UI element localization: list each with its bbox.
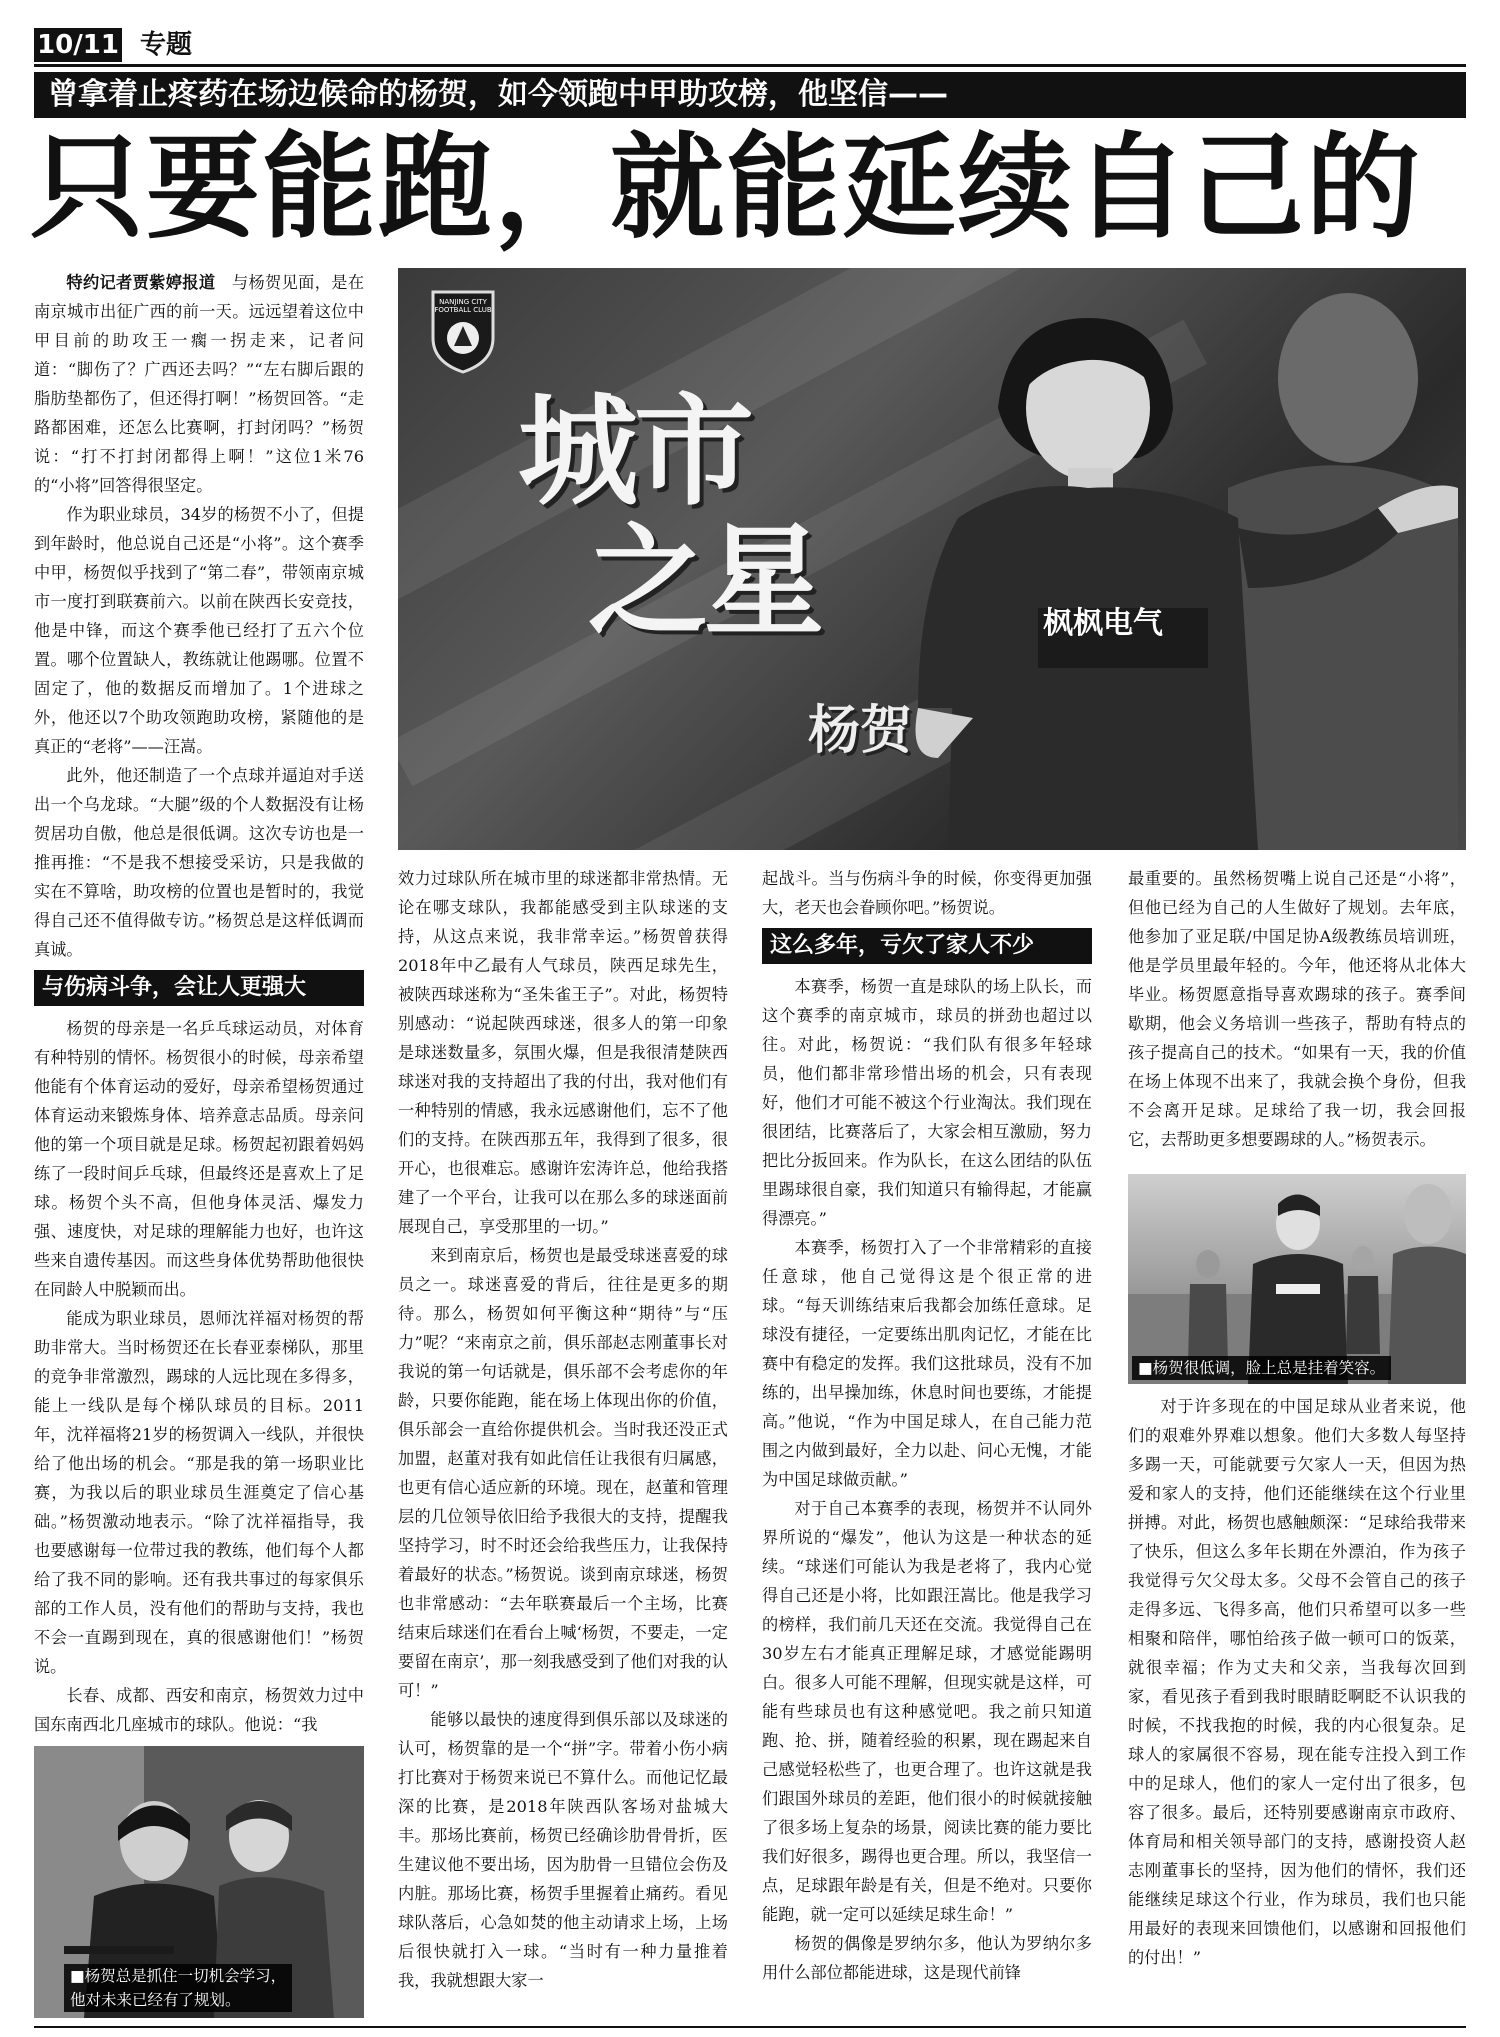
article-paragraph: 最重要的。虽然杨贺嘴上说自己还是“小将”，但他已经为自己的人生做好了规划。去年底，他参加了亚足联/中国足协A级教练员培训班，他是学员里最年轻的。今年，他还将从北体大毕业。杨贺愿意指导喜欢踢球的孩子。赛季间歇期，他会义务培训一些孩子，帮助有特点的孩子提高自己的技术。“如果有一天，我的价值在场上体现不出来了，我就会换个身份，但我不会离开足球。足球给了我一切，我会回报它，去帮助更多想要踢球的人。”杨贺表示。 [1128, 869, 1466, 1149]
main-photo [398, 268, 1466, 850]
article-paragraph: 本赛季，杨贺打入了一个非常精彩的直接任意球，他自己觉得这是个很正常的进球。“每天训练结束后我都会加练任意球。足球没有捷径，一定要练出肌肉记忆，才能在比赛中有稳定的发挥。我们这批球员，没有不加练的，出早操加练，休息时间也要练，才能提高。”他说，“作为中国足球人，在自己能力范围之内做到最好，全力以赴、问心无愧，才能为中国足球做贡献。” [762, 1238, 1092, 1489]
article-paragraph: 特约记者贾紫婷报道 与杨贺见面，是在南京城市出征广西的前一天。远远望着这位中甲目前的助攻王一瘸一拐走来，记者问道：“脚伤了？广西还去吗？”“左右脚后跟的脂肪垫都伤了，但还得打啊！”杨贺回答。“走路都困难，还怎么比赛啊，打封闭吗？”杨贺说：“打不打封闭都得上啊！”这位1米76的“小将”回答得很坚定。 [34, 273, 364, 495]
article-paragraph: 对于许多现在的中国足球从业者来说，他们的艰难外界难以想象。他们大多数人每坚持多踢一天，可能就要亏欠家人一天，但因为热爱和家人的支持，他们还能继续在这个行业里拼搏。对此，杨贺也感触颇深：“足球给我带来了快乐，但这么多年长期在外漂泊，作为孩子我觉得亏欠父母太多。父母不会管自己的孩子走得多远、飞得多高，他们只希望可以多一些相聚和陪伴，哪怕给孩子做一顿可口的饭菜，就很幸福；作为丈夫和父亲，当我每次回到家，看见孩子看到我时眼睛眨啊眨不认识我的时候，不找我抱的时候，我的内心很复杂。足球人的家属很不容易，现在能专注投入到工作中的足球人，他们的家人一定付出了很多，包容了很多。最后，还特别要感谢南京市政府、体育局和相关领导部门的支持，感谢投资人赵志刚董事长的坚持，因为他们的情怀，我们还能继续足球这个行业，作为球员，我们也只能用最好的表现来回馈他们，以感谢和回报他们的付出！” [1128, 1397, 1466, 1967]
player-figure [898, 288, 1458, 850]
poster-title: 城市 之星 [518, 383, 820, 652]
section-label: 专题 [140, 30, 193, 60]
article-paragraph: 来到南京后，杨贺也是最受球迷喜爱的球员之一。球迷喜爱的背后，往往是更多的期待。那么，杨贺如何平衡这种“期待”与“压力”呢？“来南京之前，俱乐部赵志刚董事长对我说的第一句话就是，俱乐部不会考虑你的年龄，只要你能跑，能在场上体现出你的价值，俱乐部会一直给你提供机会。当时我还没正式加盟，赵董对我有如此信任让我很有归属感，也更有信心适应新的环境。现在，赵董和管理层的几位领导依旧给予我很大的支持，提醒我坚持学习，时不时还会给我些压力，让我保持着最好的状态。”杨贺说。谈到南京球迷，杨贺也非常感动：“去年联赛最后一个主场，比赛结束后球迷们在看台上喊‘杨贺，不要走，一定要留在南京’，那一刻我感受到了他们对我的认可！” [398, 1246, 728, 1700]
article-paragraph: 对于自己本赛季的表现，杨贺并不认同外界所说的“爆发”，他认为这是一种状态的延续。“球迷们可能认为我是老将了，我内心觉得自己还是小将，比如跟汪嵩比。他是我学习的榜样，我们前几天还在交流。我觉得自己在30岁左右才能真正理解足球，才感觉能踢明白。很多人可能不理解，但现实就是这样，可能有些球员也有这种感觉吧。我之前只知道跑、抢、拼，随着经验的积累，现在踢起来自己感觉轻松些了，也更合理了。也许这就是我们跟国外球员的差距，他们很小的时候就接触了很多场上复杂的场景，阅读比赛的能力要比我们好很多，踢得也更合理。所以，我坚信一点，足球跟年龄是有关，但是不绝对。只要你能跑，就一定可以延续足球生命！” [762, 1499, 1092, 1924]
article-column-4-top [1128, 864, 1466, 1174]
study-photo [34, 1746, 364, 2018]
poster-player-name: 杨贺 [808, 701, 913, 761]
article-paragraph: 能够以最快的速度得到俱乐部以及球迷的认可，杨贺靠的是一个“拼”字。带着小伤小病打比赛对于杨贺来说已不算什么。而他记忆最深的比赛，是2018年陕西队客场对盐城大丰。那场比赛前，杨贺已经确诊肋骨骨折，医生建议他不要出场，因为肋骨一旦错位会伤及内脏。那场比赛，杨贺手里握着止痛药。看见球队落后，心急如焚的他主动请求上场，上场后很快就打入一球。“当时有一种力量推着我，我就想跟大家一 [398, 1710, 728, 1990]
top-rule [34, 64, 1466, 67]
article-column-1 [34, 268, 364, 1738]
bottom-rule [34, 2026, 1466, 2028]
badge-text: NANJING CITY FOOTBALL CLUB [434, 298, 492, 314]
subhead-family: 这么多年，亏欠了家人不少 [762, 928, 1092, 964]
article-paragraph: 作为职业球员，34岁的杨贺不小了，但提到年龄时，他总说自己还是“小将”。这个赛季中甲，杨贺似乎找到了“第二春”，带领南京城市一度打到联赛前六。以前在陕西长安竞技，他是中锋，而这个赛季他已经打了五六个位置。哪个位置缺人，教练就让他踢哪。位置不固定了，他的数据反而增加了。1个进球之外，他还以7个助攻领跑助攻榜，紧随他的是真正的“老将”——汪嵩。 [34, 505, 364, 756]
article-paragraph: 本赛季，杨贺一直是球队的场上队长，而这个赛季的南京城市，球员的拼劲也超过以往。对此，杨贺说：“我们队有很多年轻球员，他们都非常珍惜出场的机会，只有表现好，他们才可能不被这个行业淘汰。我们现在很团结，比赛落后了，大家会相互激励，努力把比分扳回来。作为队长，在这么团结的队伍里踢球很自豪，我们知道只有输得起，才能赢得漂亮。” [762, 977, 1092, 1228]
article-column-3 [762, 864, 1092, 2014]
article-paragraph: 杨贺的偶像是罗纳尔多，他认为罗纳尔多用什么部位都能进球，这是现代前锋 [762, 1934, 1092, 1982]
sponsor-text: 枫枫电气 [1043, 606, 1163, 641]
kicker-line: 曾拿着止疼药在场边候命的杨贺，如今领跑中甲助攻榜，他坚信—— [34, 72, 1466, 118]
article-paragraph: 长春、成都、西安和南京，杨贺效力过中国东南西北几座城市的球队。他说：“我 [34, 1686, 364, 1734]
subhead-injury: 与伤病斗争，会让人更强大 [34, 970, 364, 1006]
page-number: 10/11 [34, 28, 122, 62]
training-figures [1128, 1174, 1466, 1384]
article-paragraph: 起战斗。当与伤病斗争的时候，你变得更加强大，老天也会眷顾你吧。”杨贺说。 [762, 869, 1092, 917]
byline: 特约记者贾紫婷报道 [66, 273, 216, 292]
photo-caption: ■杨贺很低调，脸上总是挂着笑容。 [1132, 1356, 1391, 1380]
article-paragraph: 效力过球队所在城市里的球迷都非常热情。无论在哪支球队，我都能感受到主队球迷的支持，从这点来说，我非常幸运。”杨贺曾获得2018年中乙最有人气球员，陕西足球先生，被陕西球迷称为“圣朱雀王子”。对此，杨贺特别感动：“说起陕西球迷，很多人的第一印象是球迷数量多，氛围火爆，但是我很清楚陕西球迷对我的支持超出了我的付出，我对他们有一种特别的情感，我永远感谢他们，忘不了他们的支持。在陕西那五年，我得到了很多，很开心，也很难忘。感谢许宏涛许总，他给我搭建了一个平台，让我可以在那么多的球迷面前展现自己，享受那里的一切。” [398, 869, 728, 1236]
article-paragraph: 杨贺的母亲是一名乒乓球运动员，对体育有种特别的情怀。杨贺很小的时候，母亲希望他能有个体育运动的爱好，母亲希望杨贺通过体育运动来锻炼身体、培养意志品质。母亲问他的第一个项目就是足球。杨贺起初跟着妈妈练了一段时间乒乓球，但最终还是喜欢上了足球。杨贺个头不高，但他身体灵活、爆发力强、速度快，对足球的理解能力也好，也许这些来自遗传基因。而这些身体优势帮助他很快在同龄人中脱颖而出。 [34, 1019, 364, 1299]
training-photo [1128, 1174, 1466, 1384]
photo-caption: ■杨贺总是抓住一切机会学习， 他对未来已经有了规划。 [64, 1964, 292, 2012]
article-paragraph: 能成为职业球员，恩师沈祥福对杨贺的帮助非常大。当时杨贺还在长春亚泰梯队，那里的竞争非常激烈，踢球的人远比现在多得多，能上一线队是每个梯队球员的目标。2011年，沈祥福将21岁的杨贺调入一线队，并很快给了他出场的机会。“那是我的第一场职业比赛，为我以后的职业球员生涯奠定了信心基础。”杨贺激动地表示。“除了沈祥福指导，我也要感谢每一位带过我的教练，他们每个人都给了我不同的影响。还有我共事过的每家俱乐部的工作人员，没有他们的帮助与支持，我也不会一直踢到现在，真的很感谢他们！”杨贺说。 [34, 1309, 364, 1676]
article-paragraph: 此外，他还制造了一个点球并逼迫对手送出一个乌龙球。“大腿”级的个人数据没有让杨贺居功自傲，他总是很低调。这次专访也是一推再推：“不是我不想接受采访，只是我做的实在不算啥，助攻榜的位置也是暂时的，我觉得自己还不值得做专访。”杨贺总是这样低调而真诚。 [34, 766, 364, 959]
headline: 只要能跑，就能延续自己的 [30, 122, 1423, 252]
article-column-2 [398, 864, 728, 2014]
article-column-4-bottom [1128, 1392, 1466, 2022]
